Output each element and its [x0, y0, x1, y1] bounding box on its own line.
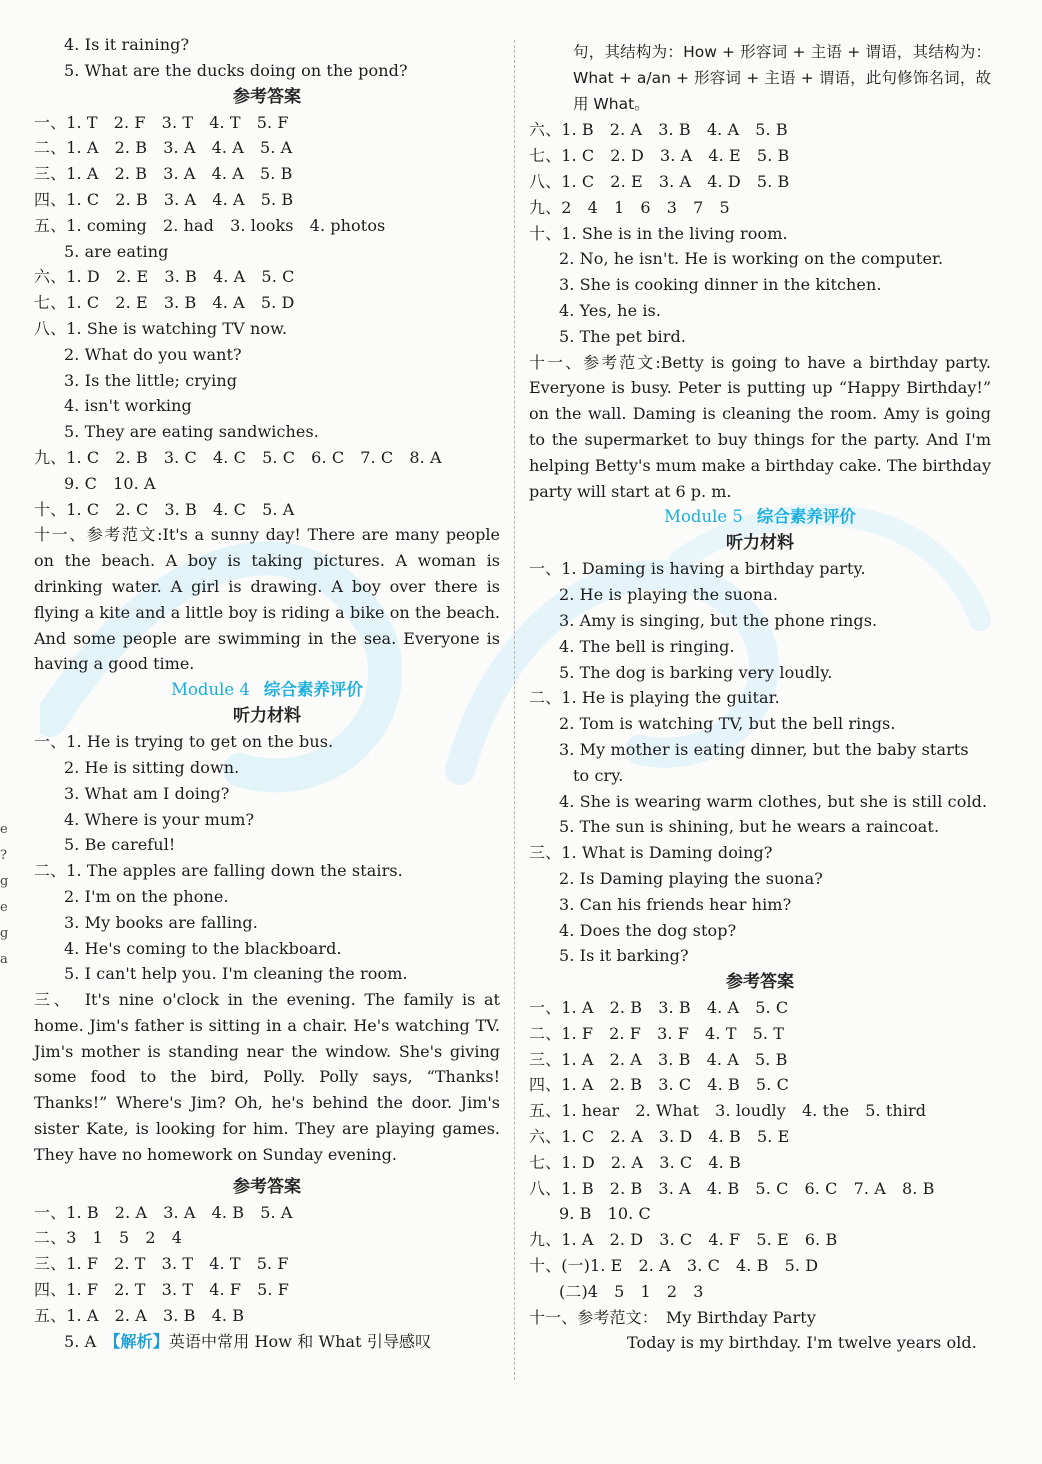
answer-line: 二、3 1 5 2 4 [34, 1228, 182, 1248]
answer-line: 5. are eating [64, 241, 169, 261]
question-line: 5. What are the ducks doing on the pond? [64, 60, 408, 80]
answer-line: 五、1. A 2. A 3. B 4. B [34, 1305, 245, 1325]
module-label: Module 5 [664, 507, 743, 527]
listening-heading: 听力材料 [233, 706, 301, 727]
listening-line: 4. The bell is ringing. [559, 636, 735, 656]
module-5-title [529, 504, 991, 530]
answer-explanation [34, 1329, 500, 1355]
answer-line: 一、1. T 2. F 3. T 4. T 5. F [34, 112, 289, 132]
listening-line: 2. I'm on the phone. [64, 886, 229, 906]
essay-title-line: 十一、参考范文： My Birthday Party [529, 1307, 816, 1327]
listening-line: 5. Be careful! [64, 835, 176, 855]
answer-line: 5. They are eating sandwiches. [64, 422, 319, 442]
module-title: 综合素养评价 [756, 507, 856, 527]
question-line: 4. Is it raining? [64, 35, 190, 54]
answer-line: 9. C 10. A [64, 473, 156, 493]
answer-line: 2. What do you want? [64, 344, 242, 364]
answer-line: 二、1. F 2. F 3. F 4. T 5. T [529, 1023, 785, 1043]
model-essay: 十一、参考范文:Betty is going to have a birthday party. Everyone is busy. Peter is putting up “Happy Birthday!” on the wall. Daming is cleaning the room. Amy is going to the supermarket to buy things for the party. And I'm helping Betty's mum make a birthday cake. The birthday party will start at 6 p. m. [529, 352, 991, 501]
answer-line: 九、1. A 2. D 3. C 4. F 5. E 6. B [529, 1230, 838, 1250]
listening-line: 5. I can't help you. I'm cleaning the room. [64, 964, 408, 984]
answer-line: 2. No, he isn't. He is working on the computer. [559, 249, 944, 269]
edge-mark: a [0, 952, 8, 967]
answer-prefix: 5. A [64, 1331, 113, 1351]
explanation-continuation: 句，其结构为：How + 形容词 + 主语 + 谓语，其结构为：What + a/an + 形容词 + 主语 + 谓语，此句修饰名词，故用 What。 [573, 43, 991, 113]
edge-mark: g [0, 926, 9, 941]
listening-line: 2. He is sitting down. [64, 757, 240, 777]
page-edge-marks [0, 0, 12, 1464]
answer-line: 5. The pet bird. [559, 326, 687, 346]
listening-line: 一、1. He is trying to get on the bus. [34, 732, 334, 752]
answer-line: 九、1. C 2. B 3. C 4. C 5. C 6. C 7. C 8. A [34, 447, 442, 467]
answer-line: 3. Is the little; crying [64, 370, 238, 390]
listening-line: 4. He's coming to the blackboard. [64, 938, 342, 958]
listening-line: 5. The dog is barking very loudly. [559, 662, 833, 682]
listening-line: to cry. [573, 765, 624, 785]
listening-line: 三、1. What is Daming doing? [529, 843, 773, 863]
listening-line: 二、1. He is playing the guitar. [529, 688, 780, 708]
answer-line: 九、2 4 1 6 3 7 5 [529, 197, 730, 217]
answer-line: (二)4 5 1 2 3 [559, 1281, 704, 1301]
listening-line: 4. She is wearing warm clothes, but she is still cold. [559, 791, 988, 811]
listening-line: 5. Is it barking? [559, 946, 689, 966]
answer-line: 一、1. A 2. B 3. B 4. A 5. C [529, 998, 789, 1018]
answer-line: 三、1. F 2. T 3. T 4. T 5. F [34, 1254, 289, 1274]
listening-heading: 听力材料 [726, 533, 794, 554]
column-divider [514, 40, 515, 1380]
answer-line: 三、1. A 2. A 3. B 4. A 5. B [529, 1049, 788, 1069]
edge-mark: e [0, 900, 8, 915]
listening-line: 一、1. Daming is having a birthday party. [529, 559, 866, 579]
module-label: Module 4 [171, 680, 250, 700]
module-title: 综合素养评价 [263, 680, 363, 700]
listening-line: 2. Is Daming playing the suona? [559, 868, 823, 888]
answers-heading: 参考答案 [233, 1176, 301, 1197]
answer-line: 二、1. A 2. B 3. A 4. A 5. A [34, 138, 293, 158]
listening-line: 二、1. The apples are falling down the stairs. [34, 861, 403, 881]
answer-line: 五、1. hear 2. What 3. loudly 4. the 5. third [529, 1101, 927, 1121]
answer-line: 3. She is cooking dinner in the kitchen. [559, 275, 882, 295]
listening-line: 2. He is playing the suona. [559, 585, 779, 605]
listening-line: 3. Can his friends hear him? [559, 894, 792, 914]
answer-line: 八、1. B 2. B 3. A 4. B 5. C 6. C 7. A 8. B [529, 1178, 935, 1198]
listening-line: 2. Tom is watching TV, but the bell rings. [559, 714, 896, 734]
answer-line: 七、1. C 2. D 3. A 4. E 5. B [529, 146, 790, 166]
listening-line: 5. The sun is shining, but he wears a raincoat. [559, 817, 940, 837]
listening-line: 3. Amy is singing, but the phone rings. [559, 610, 878, 630]
explanation-text: 英语中常用 How 和 What 引导感叹 [168, 1331, 432, 1351]
listening-line: 3. My mother is eating dinner, but the baby starts [559, 739, 969, 759]
answer-line: 四、1. C 2. B 3. A 4. A 5. B [34, 189, 294, 209]
listening-line: 3. What am I doing? [64, 783, 230, 803]
listening-line: 4. Where is your mum? [64, 809, 255, 829]
edge-mark: ? [0, 848, 7, 863]
answer-line: 三、1. A 2. B 3. A 4. A 5. B [34, 164, 293, 184]
listening-line: 3. My books are falling. [64, 912, 258, 932]
answers-heading: 参考答案 [233, 86, 301, 107]
answer-line: 八、1. C 2. E 3. A 4. D 5. B [529, 171, 790, 191]
answer-line: 4. Yes, he is. [559, 300, 662, 320]
answer-line: 十、1. She is in the living room. [529, 223, 788, 243]
module-4-title [34, 677, 500, 703]
explanation-tag: 【解析】 [112, 1331, 169, 1351]
answer-line: 七、1. C 2. E 3. B 4. A 5. D [34, 293, 295, 313]
answer-line: 十、(一)1. E 2. A 3. C 4. B 5. D [529, 1256, 819, 1276]
edge-mark: e [0, 822, 8, 837]
answer-line: 一、1. B 2. A 3. A 4. B 5. A [34, 1202, 293, 1222]
left-column [34, 32, 500, 1354]
answer-line: 9. B 10. C [559, 1204, 651, 1224]
answer-line: 四、1. A 2. B 3. C 4. B 5. C [529, 1075, 789, 1095]
answer-line: 五、1. coming 2. had 3. looks 4. photos [34, 215, 386, 235]
model-essay: 十一、参考范文:It's a sunny day! There are many people on the beach. A boy is taking pictures. A woman is drinking water. A girl is drawing. A boy over there is flying a kite and a little boy is riding a bike on the beach. And some people are swimming in the sea. Everyone is having a good time. [34, 525, 500, 674]
answer-line: 八、1. She is watching TV now. [34, 318, 288, 338]
answer-line: 六、1. C 2. A 3. D 4. B 5. E [529, 1127, 790, 1147]
answer-line: 六、1. D 2. E 3. B 4. A 5. C [34, 267, 295, 287]
answer-line: 七、1. D 2. A 3. C 4. B [529, 1152, 741, 1172]
listening-line: 4. Does the dog stop? [559, 920, 737, 940]
edge-mark: g [0, 874, 9, 889]
answer-line: 4. isn't working [64, 396, 192, 416]
listening-passage: 三、 It's nine o'clock in the evening. The family is at home. Jim's father is sitting in a chair. He's watching TV. Jim's mother is standing near the window. She's giving some food to the bird, Polly. Polly says, “Thanks! Thanks!” Where's Jim? Oh, he's behind the door. Jim's sister Kate, is looking for him. They are playing games. They have no homework on Sunday evening. [34, 990, 500, 1164]
answer-line: 六、1. B 2. A 3. B 4. A 5. B [529, 120, 788, 140]
answer-line: 四、1. F 2. T 3. T 4. F 5. F [34, 1280, 290, 1300]
essay-first-line: Today is my birthday. I'm twelve years old. [627, 1333, 977, 1353]
answers-heading: 参考答案 [726, 972, 794, 993]
right-column [529, 40, 991, 1356]
answer-line: 十、1. C 2. C 3. B 4. C 5. A [34, 499, 295, 519]
